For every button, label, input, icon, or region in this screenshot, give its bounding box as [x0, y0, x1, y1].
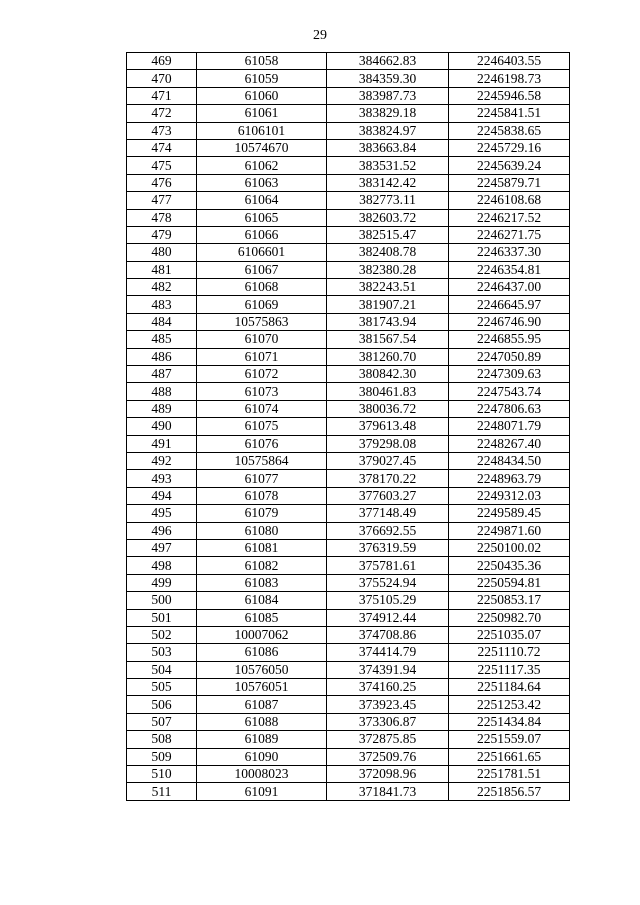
table-row — [127, 505, 570, 522]
row-index-cell: 508 — [127, 731, 197, 748]
table-row — [127, 157, 570, 174]
x-coordinate-cell: 372875.85 — [327, 731, 449, 748]
x-coordinate-cell: 374708.86 — [327, 626, 449, 643]
table-row — [127, 452, 570, 469]
point-id-cell: 10574670 — [197, 139, 327, 156]
table-row — [127, 139, 570, 156]
y-coordinate-cell: 2251184.64 — [449, 679, 570, 696]
x-coordinate-cell: 379613.48 — [327, 418, 449, 435]
point-id-cell: 61068 — [197, 279, 327, 296]
x-coordinate-cell: 381907.21 — [327, 296, 449, 313]
table-row — [127, 487, 570, 504]
x-coordinate-cell: 375105.29 — [327, 592, 449, 609]
point-id-cell: 61090 — [197, 748, 327, 765]
point-id-cell: 61080 — [197, 522, 327, 539]
point-id-cell: 10576050 — [197, 661, 327, 678]
table-row — [127, 209, 570, 226]
table-row — [127, 313, 570, 330]
row-index-cell: 479 — [127, 226, 197, 243]
row-index-cell: 478 — [127, 209, 197, 226]
row-index-cell: 511 — [127, 783, 197, 800]
y-coordinate-cell: 2250100.02 — [449, 539, 570, 556]
y-coordinate-cell: 2251559.07 — [449, 731, 570, 748]
point-id-cell: 10007062 — [197, 626, 327, 643]
x-coordinate-cell: 379298.08 — [327, 435, 449, 452]
table-row — [127, 783, 570, 800]
point-id-cell: 10008023 — [197, 766, 327, 783]
x-coordinate-cell: 383824.97 — [327, 122, 449, 139]
row-index-cell: 505 — [127, 679, 197, 696]
y-coordinate-cell: 2245639.24 — [449, 157, 570, 174]
row-index-cell: 502 — [127, 626, 197, 643]
y-coordinate-cell: 2246198.73 — [449, 70, 570, 87]
point-id-cell: 61083 — [197, 574, 327, 591]
x-coordinate-cell: 383987.73 — [327, 87, 449, 104]
x-coordinate-cell: 380036.72 — [327, 400, 449, 417]
y-coordinate-cell: 2247050.89 — [449, 348, 570, 365]
x-coordinate-cell: 374414.79 — [327, 644, 449, 661]
page-number: 29 — [313, 28, 327, 43]
row-index-cell: 469 — [127, 53, 197, 70]
row-index-cell: 470 — [127, 70, 197, 87]
x-coordinate-cell: 382243.51 — [327, 279, 449, 296]
point-id-cell: 61075 — [197, 418, 327, 435]
x-coordinate-cell: 373306.87 — [327, 713, 449, 730]
point-id-cell: 61074 — [197, 400, 327, 417]
point-id-cell: 61073 — [197, 383, 327, 400]
y-coordinate-cell: 2251117.35 — [449, 661, 570, 678]
table-row — [127, 574, 570, 591]
y-coordinate-cell: 2246855.95 — [449, 331, 570, 348]
y-coordinate-cell: 2251253.42 — [449, 696, 570, 713]
point-id-cell: 61067 — [197, 261, 327, 278]
row-index-cell: 497 — [127, 539, 197, 556]
y-coordinate-cell: 2246108.68 — [449, 192, 570, 209]
table-row — [127, 557, 570, 574]
y-coordinate-cell: 2250853.17 — [449, 592, 570, 609]
y-coordinate-cell: 2251856.57 — [449, 783, 570, 800]
row-index-cell: 491 — [127, 435, 197, 452]
point-id-cell: 61060 — [197, 87, 327, 104]
y-coordinate-cell: 2246403.55 — [449, 53, 570, 70]
x-coordinate-cell: 376692.55 — [327, 522, 449, 539]
row-index-cell: 507 — [127, 713, 197, 730]
row-index-cell: 510 — [127, 766, 197, 783]
row-index-cell: 506 — [127, 696, 197, 713]
row-index-cell: 492 — [127, 452, 197, 469]
point-id-cell: 61076 — [197, 435, 327, 452]
table-row — [127, 279, 570, 296]
y-coordinate-cell: 2245838.65 — [449, 122, 570, 139]
y-coordinate-cell: 2251434.84 — [449, 713, 570, 730]
row-index-cell: 483 — [127, 296, 197, 313]
point-id-cell: 61077 — [197, 470, 327, 487]
y-coordinate-cell: 2247806.63 — [449, 400, 570, 417]
row-index-cell: 489 — [127, 400, 197, 417]
x-coordinate-cell: 377148.49 — [327, 505, 449, 522]
y-coordinate-cell: 2251661.65 — [449, 748, 570, 765]
row-index-cell: 487 — [127, 366, 197, 383]
row-index-cell: 484 — [127, 313, 197, 330]
point-id-cell: 61084 — [197, 592, 327, 609]
point-id-cell: 61063 — [197, 174, 327, 191]
x-coordinate-cell: 380842.30 — [327, 366, 449, 383]
point-id-cell: 61088 — [197, 713, 327, 730]
row-index-cell: 472 — [127, 105, 197, 122]
row-index-cell: 476 — [127, 174, 197, 191]
y-coordinate-cell: 2245841.51 — [449, 105, 570, 122]
table-row — [127, 348, 570, 365]
x-coordinate-cell: 373923.45 — [327, 696, 449, 713]
table-row — [127, 679, 570, 696]
y-coordinate-cell: 2250435.36 — [449, 557, 570, 574]
point-id-cell: 61091 — [197, 783, 327, 800]
row-index-cell: 474 — [127, 139, 197, 156]
point-id-cell: 61066 — [197, 226, 327, 243]
x-coordinate-cell: 381567.54 — [327, 331, 449, 348]
x-coordinate-cell: 381743.94 — [327, 313, 449, 330]
table-row — [127, 105, 570, 122]
point-id-cell: 61085 — [197, 609, 327, 626]
row-index-cell: 477 — [127, 192, 197, 209]
x-coordinate-cell: 382515.47 — [327, 226, 449, 243]
row-index-cell: 509 — [127, 748, 197, 765]
x-coordinate-cell: 382408.78 — [327, 244, 449, 261]
point-id-cell: 61062 — [197, 157, 327, 174]
x-coordinate-cell: 371841.73 — [327, 783, 449, 800]
point-id-cell: 61058 — [197, 53, 327, 70]
row-index-cell: 504 — [127, 661, 197, 678]
point-id-cell: 61065 — [197, 209, 327, 226]
table-row — [127, 418, 570, 435]
x-coordinate-cell: 372509.76 — [327, 748, 449, 765]
row-index-cell: 496 — [127, 522, 197, 539]
table-row — [127, 766, 570, 783]
point-id-cell: 10575863 — [197, 313, 327, 330]
row-index-cell: 475 — [127, 157, 197, 174]
point-id-cell: 61079 — [197, 505, 327, 522]
table-row — [127, 366, 570, 383]
table-row — [127, 696, 570, 713]
y-coordinate-cell: 2246354.81 — [449, 261, 570, 278]
y-coordinate-cell: 2246437.00 — [449, 279, 570, 296]
x-coordinate-cell: 383829.18 — [327, 105, 449, 122]
table-row — [127, 400, 570, 417]
y-coordinate-cell: 2250982.70 — [449, 609, 570, 626]
y-coordinate-cell: 2246645.97 — [449, 296, 570, 313]
point-id-cell: 6106101 — [197, 122, 327, 139]
table-row — [127, 644, 570, 661]
point-id-cell: 6106601 — [197, 244, 327, 261]
row-index-cell: 471 — [127, 87, 197, 104]
point-id-cell: 61064 — [197, 192, 327, 209]
x-coordinate-cell: 374160.25 — [327, 679, 449, 696]
table-row — [127, 226, 570, 243]
point-id-cell: 61069 — [197, 296, 327, 313]
x-coordinate-cell: 384662.83 — [327, 53, 449, 70]
table-row — [127, 435, 570, 452]
row-index-cell: 494 — [127, 487, 197, 504]
row-index-cell: 498 — [127, 557, 197, 574]
y-coordinate-cell: 2246217.52 — [449, 209, 570, 226]
x-coordinate-cell: 375781.61 — [327, 557, 449, 574]
row-index-cell: 481 — [127, 261, 197, 278]
table-body — [127, 53, 570, 801]
point-id-cell: 61070 — [197, 331, 327, 348]
row-index-cell: 503 — [127, 644, 197, 661]
table-row — [127, 122, 570, 139]
y-coordinate-cell: 2251781.51 — [449, 766, 570, 783]
table-row — [127, 70, 570, 87]
row-index-cell: 486 — [127, 348, 197, 365]
point-id-cell: 61086 — [197, 644, 327, 661]
table-row — [127, 244, 570, 261]
point-id-cell: 10575864 — [197, 452, 327, 469]
table-row — [127, 192, 570, 209]
x-coordinate-cell: 375524.94 — [327, 574, 449, 591]
table-row — [127, 383, 570, 400]
table-row — [127, 53, 570, 70]
y-coordinate-cell: 2248267.40 — [449, 435, 570, 452]
x-coordinate-cell: 379027.45 — [327, 452, 449, 469]
table-row — [127, 331, 570, 348]
x-coordinate-cell: 384359.30 — [327, 70, 449, 87]
y-coordinate-cell: 2251035.07 — [449, 626, 570, 643]
x-coordinate-cell: 378170.22 — [327, 470, 449, 487]
y-coordinate-cell: 2249312.03 — [449, 487, 570, 504]
x-coordinate-cell: 374912.44 — [327, 609, 449, 626]
point-id-cell: 61078 — [197, 487, 327, 504]
row-index-cell: 488 — [127, 383, 197, 400]
point-id-cell: 61061 — [197, 105, 327, 122]
row-index-cell: 490 — [127, 418, 197, 435]
row-index-cell: 482 — [127, 279, 197, 296]
table-row — [127, 661, 570, 678]
y-coordinate-cell: 2250594.81 — [449, 574, 570, 591]
row-index-cell: 493 — [127, 470, 197, 487]
table-row — [127, 87, 570, 104]
point-id-cell: 61087 — [197, 696, 327, 713]
table-row — [127, 731, 570, 748]
row-index-cell: 485 — [127, 331, 197, 348]
x-coordinate-cell: 382773.11 — [327, 192, 449, 209]
x-coordinate-cell: 383531.52 — [327, 157, 449, 174]
y-coordinate-cell: 2249589.45 — [449, 505, 570, 522]
y-coordinate-cell: 2246337.30 — [449, 244, 570, 261]
x-coordinate-cell: 372098.96 — [327, 766, 449, 783]
coordinates-table — [126, 52, 570, 801]
y-coordinate-cell: 2245946.58 — [449, 87, 570, 104]
y-coordinate-cell: 2248434.50 — [449, 452, 570, 469]
point-id-cell: 61071 — [197, 348, 327, 365]
y-coordinate-cell: 2246746.90 — [449, 313, 570, 330]
point-id-cell: 61089 — [197, 731, 327, 748]
table-row — [127, 609, 570, 626]
table-row — [127, 261, 570, 278]
point-id-cell: 61081 — [197, 539, 327, 556]
x-coordinate-cell: 381260.70 — [327, 348, 449, 365]
x-coordinate-cell: 377603.27 — [327, 487, 449, 504]
table-row — [127, 539, 570, 556]
y-coordinate-cell: 2248071.79 — [449, 418, 570, 435]
point-id-cell: 61059 — [197, 70, 327, 87]
table-row — [127, 748, 570, 765]
x-coordinate-cell: 383663.84 — [327, 139, 449, 156]
y-coordinate-cell: 2248963.79 — [449, 470, 570, 487]
y-coordinate-cell: 2247309.63 — [449, 366, 570, 383]
row-index-cell: 473 — [127, 122, 197, 139]
y-coordinate-cell: 2249871.60 — [449, 522, 570, 539]
table-row — [127, 174, 570, 191]
point-id-cell: 61072 — [197, 366, 327, 383]
table-row — [127, 713, 570, 730]
table-row — [127, 626, 570, 643]
table-row — [127, 592, 570, 609]
row-index-cell: 500 — [127, 592, 197, 609]
table-row — [127, 522, 570, 539]
y-coordinate-cell: 2246271.75 — [449, 226, 570, 243]
y-coordinate-cell: 2245729.16 — [449, 139, 570, 156]
x-coordinate-cell: 376319.59 — [327, 539, 449, 556]
x-coordinate-cell: 382603.72 — [327, 209, 449, 226]
x-coordinate-cell: 380461.83 — [327, 383, 449, 400]
y-coordinate-cell: 2245879.71 — [449, 174, 570, 191]
y-coordinate-cell: 2251110.72 — [449, 644, 570, 661]
x-coordinate-cell: 374391.94 — [327, 661, 449, 678]
row-index-cell: 480 — [127, 244, 197, 261]
row-index-cell: 499 — [127, 574, 197, 591]
table-row — [127, 296, 570, 313]
row-index-cell: 495 — [127, 505, 197, 522]
y-coordinate-cell: 2247543.74 — [449, 383, 570, 400]
x-coordinate-cell: 383142.42 — [327, 174, 449, 191]
row-index-cell: 501 — [127, 609, 197, 626]
x-coordinate-cell: 382380.28 — [327, 261, 449, 278]
point-id-cell: 61082 — [197, 557, 327, 574]
point-id-cell: 10576051 — [197, 679, 327, 696]
table-row — [127, 470, 570, 487]
